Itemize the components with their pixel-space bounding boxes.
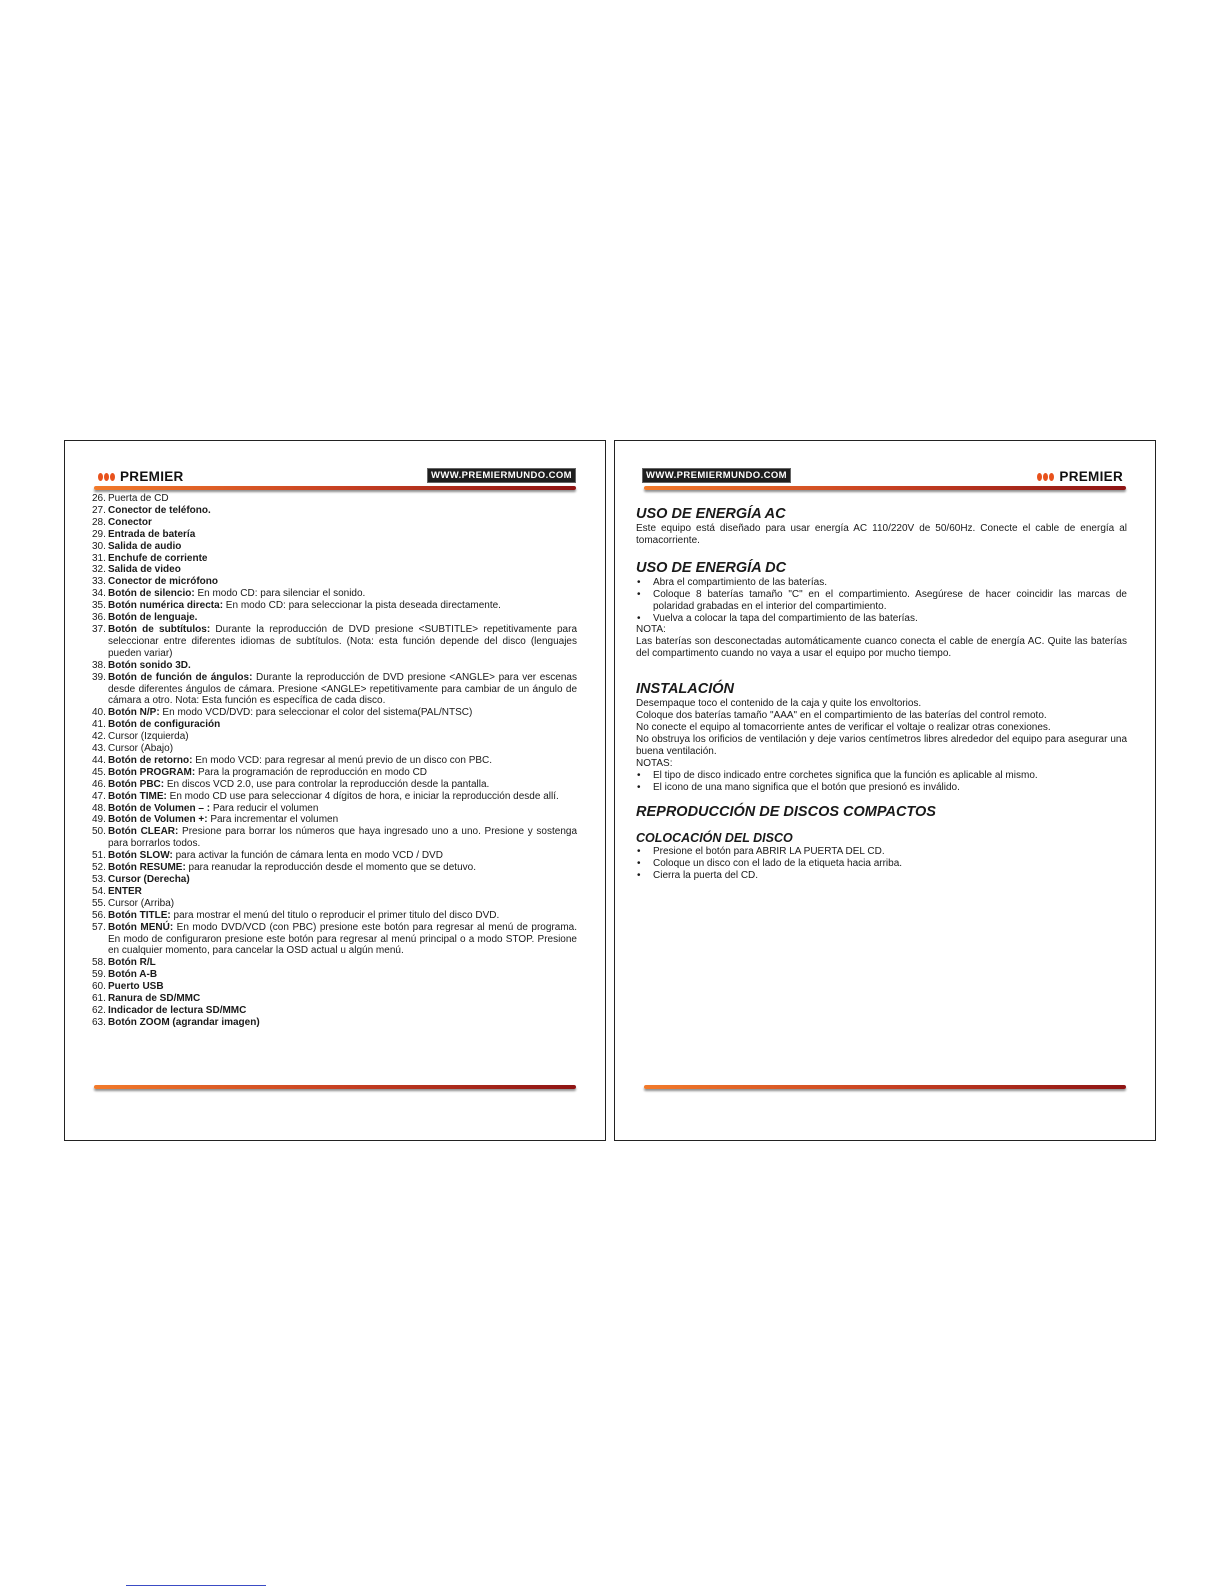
- item-label: Botón de silencio:: [108, 588, 195, 600]
- item-text: [108, 814, 577, 826]
- bullet-item: [636, 858, 1127, 870]
- dc-title: USO DE ENERGÍA DC: [636, 559, 787, 576]
- item-label: Botón TIME:: [108, 790, 167, 802]
- list-item: [92, 1005, 577, 1017]
- item-label: Botón PBC:: [108, 778, 165, 790]
- item-label: Salida de audio: [108, 540, 182, 552]
- item-description: Para reducir el volumen: [210, 802, 319, 814]
- bullet-icon: •: [637, 870, 641, 882]
- item-text: [108, 588, 577, 600]
- item-number: 53.: [92, 874, 106, 885]
- list-item: [92, 588, 577, 600]
- bullet-icon: •: [637, 781, 641, 793]
- dc-bullet-list: [636, 577, 1127, 625]
- installation-line: Desempaque toco el contenido de la caja y quite los envoltorios.: [636, 698, 922, 710]
- item-text: [108, 981, 577, 993]
- right-content: [636, 505, 1127, 882]
- item-description: Cursor (Arriba): [108, 897, 175, 909]
- logo-text: PREMIER: [120, 469, 184, 484]
- item-text: [108, 553, 577, 565]
- bullet-text: Abra el compartimiento de las baterías.: [653, 576, 827, 588]
- list-item: [92, 957, 577, 969]
- underline-link-mark: [126, 1573, 266, 1586]
- item-number: 38.: [92, 659, 106, 671]
- item-label: Botón A-B: [108, 969, 158, 981]
- item-number: 43.: [92, 743, 106, 755]
- item-number: 45.: [92, 766, 106, 778]
- item-label: Enchufe de corriente: [108, 552, 208, 564]
- item-label: Botón de Volumen +:: [108, 814, 208, 826]
- bullet-text: Coloque 8 baterías tamaño "C" en el compartimiento. Asegúrese de hacer coincidir las marcas de polaridad grabadas en el interior del compartimiento.: [653, 588, 1127, 612]
- list-item: [92, 803, 577, 815]
- item-number: 56.: [92, 909, 106, 921]
- list-item: [92, 505, 577, 517]
- item-label: Botón de configuración: [108, 719, 221, 731]
- item-label: Botón CLEAR:: [108, 826, 179, 838]
- item-text: [108, 672, 577, 708]
- list-item: [92, 731, 577, 743]
- item-text: [108, 850, 577, 862]
- disc-bullet-list: [636, 846, 1127, 882]
- list-item: [92, 922, 577, 958]
- item-number: 51.: [92, 850, 106, 862]
- header-rule: [644, 486, 1126, 490]
- item-text: [108, 1005, 577, 1017]
- item-text: [108, 493, 577, 505]
- item-label: Puerto USB: [108, 981, 164, 993]
- disc-placement-title: COLOCACIÓN DEL DISCO: [636, 831, 793, 846]
- item-description: En modo VCD/DVD: para seleccionar el color del sistema(PAL/NTSC): [159, 707, 473, 719]
- item-number: 34.: [92, 588, 106, 600]
- list-item: [92, 612, 577, 624]
- parts-list: [92, 493, 577, 1029]
- list-item: [92, 707, 577, 719]
- item-label: ENTER: [108, 885, 142, 897]
- item-text: [108, 898, 577, 910]
- item-description: Puerta de CD: [108, 493, 169, 504]
- installation-bullet-list: [636, 770, 1127, 794]
- list-item: [92, 672, 577, 708]
- item-description: para mostrar el menú del titulo o reproducir el primer titulo del disco DVD.: [170, 909, 500, 921]
- installation-line: No obstruya los orificios de ventilación y deje varios centímetros libres alrededor del equipo para asegurar una buena ventilación.: [636, 733, 1127, 757]
- item-number: 28.: [92, 516, 106, 528]
- list-item: [92, 826, 577, 850]
- item-description: para reanudar la reproducción desde el momento que se detuvo.: [185, 862, 476, 874]
- item-text: [108, 505, 577, 517]
- list-item: [92, 517, 577, 529]
- item-number: 27.: [92, 504, 106, 516]
- installation-line: No conecte el equipo al tomacorriente antes de verificar el voltaje o realizar otras conexiones.: [636, 721, 1051, 733]
- item-text: [108, 993, 577, 1005]
- item-number: 52.: [92, 862, 106, 874]
- list-item: [92, 743, 577, 755]
- item-description: En modo CD: para seleccionar la pista deseada directamente.: [223, 600, 501, 612]
- item-number: 57.: [92, 921, 106, 933]
- installation-line: Coloque dos baterías tamaño "AAA" en el compartimiento de las baterías del control remoto.: [636, 710, 1047, 722]
- item-number: 42.: [92, 731, 106, 743]
- item-number: 35.: [92, 600, 106, 612]
- item-number: 61.: [92, 993, 106, 1005]
- item-text: [108, 1017, 577, 1029]
- item-number: 32.: [92, 564, 106, 576]
- installation-title: INSTALACIÓN: [636, 681, 735, 698]
- bullet-item: [636, 846, 1127, 858]
- list-item: [92, 850, 577, 862]
- list-item: [92, 814, 577, 826]
- list-item: [92, 576, 577, 588]
- page-header: [94, 467, 576, 487]
- item-label: Botón N/P:: [108, 707, 160, 719]
- bullet-item: [636, 870, 1127, 882]
- bullet-item: [636, 577, 1127, 589]
- list-item: [92, 1017, 577, 1029]
- item-text: [108, 910, 577, 922]
- item-number: 44.: [92, 754, 106, 766]
- ac-title: USO DE ENERGÍA AC: [636, 506, 786, 522]
- website-url: WWW.PREMIERMUNDO.COM: [427, 468, 576, 483]
- item-text: [108, 791, 577, 803]
- item-text: [108, 957, 577, 969]
- item-number: 37.: [92, 623, 106, 635]
- item-number: 47.: [92, 790, 106, 802]
- item-text: [108, 600, 577, 612]
- dc-note: Las baterías son desconectadas automáticamente cuanco conecta el cable de energía AC. Quite las baterías del compartimento cuando no vaya a usar el equipo por mucho tiempo.: [636, 636, 1127, 660]
- list-item: [92, 791, 577, 803]
- item-description: En modo CD: para silenciar el sonido.: [194, 588, 366, 600]
- item-text: [108, 862, 577, 874]
- list-item: [92, 553, 577, 565]
- list-item: [92, 493, 577, 505]
- logo-text: PREMIER: [1059, 469, 1123, 484]
- item-description: para activar la función de cámara lenta en modo VCD / DVD: [172, 850, 443, 862]
- list-item: [92, 529, 577, 541]
- item-text: [108, 517, 577, 529]
- item-description: Para incrementar el volumen: [207, 814, 339, 826]
- item-label: Entrada de batería: [108, 528, 196, 540]
- item-text: [108, 624, 577, 660]
- dc-note-label: NOTA:: [636, 624, 666, 636]
- bullet-text: Cierra la puerta del CD.: [653, 870, 759, 882]
- item-label: Conector: [108, 516, 152, 528]
- item-number: 39.: [92, 671, 106, 683]
- bullet-icon: •: [637, 769, 641, 781]
- list-item: [92, 624, 577, 660]
- item-description: Para la programación de reproducción en modo CD: [195, 766, 428, 778]
- item-text: [108, 755, 577, 767]
- item-description: Presione para borrar los números que haya ingresado uno a uno. Presione y sostenga para borrarlos todos.: [108, 826, 578, 850]
- website-url: WWW.PREMIERMUNDO.COM: [642, 468, 791, 483]
- item-number: 55.: [92, 897, 106, 909]
- item-label: Cursor (Derecha): [108, 874, 190, 885]
- item-description: En modo VCD: para regresar al menú previo de un disco con PBC.: [192, 754, 493, 766]
- item-description: En modo DVD/VCD (con PBC) presione este botón para regresar al menú de programa. En modo de configuraron presione este botón para regresar al menú principal o a modo STOP. Presione en cualquier momento, para cancelar la OSD actual u algún menú.: [108, 921, 577, 957]
- item-label: Botón numérica directa:: [108, 600, 224, 612]
- item-number: 46.: [92, 778, 106, 790]
- item-number: 49.: [92, 814, 106, 826]
- list-item: [92, 719, 577, 731]
- item-label: Botón MENÚ:: [108, 921, 174, 933]
- item-text: [108, 541, 577, 553]
- item-label: Botón RESUME:: [108, 862, 186, 874]
- bullet-text: Vuelva a colocar la tapa del compartimiento de las baterías.: [653, 612, 918, 624]
- logo-dots-icon: [98, 473, 115, 481]
- bullet-item: [636, 770, 1127, 782]
- item-number: 60.: [92, 981, 106, 993]
- item-text: [108, 874, 577, 886]
- item-label: Botón R/L: [108, 957, 156, 969]
- item-text: [108, 719, 577, 731]
- bullet-item: [636, 782, 1127, 794]
- bullet-item: [636, 613, 1127, 625]
- item-description: En discos VCD 2.0, use para controlar la reproducción desde la pantalla.: [164, 778, 490, 790]
- list-item: [92, 874, 577, 886]
- item-text: [108, 731, 577, 743]
- manual-page-right: [614, 440, 1156, 1141]
- list-item: [92, 898, 577, 910]
- item-number: 30.: [92, 540, 106, 552]
- item-label: Indicador de lectura SD/MMC: [108, 1004, 247, 1016]
- item-label: Conector de teléfono.: [108, 504, 211, 516]
- item-label: Botón PROGRAM:: [108, 766, 196, 778]
- item-text: [108, 767, 577, 779]
- bullet-text: El tipo de disco indicado entre corchetes significa que la función es aplicable al mismo.: [653, 769, 1038, 781]
- item-label: Botón TITLE:: [108, 909, 171, 921]
- bullet-icon: •: [637, 576, 641, 588]
- item-label: Botón SLOW:: [108, 850, 173, 862]
- item-number: 62.: [92, 1004, 106, 1016]
- bullet-icon: •: [637, 588, 641, 600]
- item-description: En modo CD use para seleccionar 4 dígitos de hora, e iniciar la reproducción desde allí.: [166, 790, 559, 802]
- ac-text: Este equipo está diseñado para usar energía AC 110/220V de 50/60Hz. Conecte el cable de energía al tomacorriente.: [636, 523, 1127, 546]
- item-text: [108, 826, 577, 850]
- bullet-item: [636, 589, 1127, 613]
- item-text: [108, 529, 577, 541]
- item-text: [108, 779, 577, 791]
- item-text: [108, 564, 577, 576]
- bullet-text: El icono de una mano significa que el botón que presionó es inválido.: [653, 781, 960, 793]
- item-label: Botón sonido 3D.: [108, 659, 191, 671]
- item-number: 54.: [92, 885, 106, 897]
- header-rule: [94, 486, 576, 490]
- bullet-icon: •: [637, 612, 641, 624]
- bullet-text: Coloque un disco con el lado de la etiqueta hacia arriba.: [653, 858, 903, 870]
- item-description: Durante la reproducción de DVD presione <ANGLE> para ver escenas desde diferentes ángulos de cámara. Presione <ANGLE> repetitivamente para cambiar de un ángulo de cámara a otro. Nota: Esta función es específica de cada disco.: [108, 671, 577, 707]
- list-item: [92, 767, 577, 779]
- premier-logo: [98, 469, 184, 484]
- item-text: [108, 660, 577, 672]
- premier-logo: [1037, 469, 1123, 484]
- item-number: 33.: [92, 576, 106, 588]
- footer-rule: [644, 1085, 1126, 1089]
- playback-title: REPRODUCCIÓN DE DISCOS COMPACTOS: [636, 804, 936, 821]
- item-number: 48.: [92, 802, 106, 814]
- item-label: Botón de subtítulos:: [108, 623, 211, 635]
- bullet-icon: •: [637, 858, 641, 870]
- list-item: [92, 755, 577, 767]
- item-label: Botón de función de ángulos:: [108, 671, 253, 683]
- item-number: 29.: [92, 528, 106, 540]
- manual-page-left: [64, 440, 606, 1141]
- item-text: [108, 743, 577, 755]
- list-item: [92, 993, 577, 1005]
- item-description: Cursor (Izquierda): [108, 731, 189, 743]
- item-number: 31.: [92, 552, 106, 564]
- item-text: [108, 707, 577, 719]
- item-number: 41.: [92, 719, 106, 731]
- installation-text: [636, 698, 1127, 758]
- logo-dots-icon: [1037, 473, 1054, 481]
- list-item: [92, 600, 577, 612]
- list-item: [92, 886, 577, 898]
- item-number: 36.: [92, 612, 106, 624]
- item-number: 63.: [92, 1016, 106, 1028]
- list-item: [92, 660, 577, 672]
- item-text: [108, 922, 577, 958]
- item-text: [108, 612, 577, 624]
- list-item: [92, 969, 577, 981]
- item-number: 58.: [92, 957, 106, 969]
- item-label: Botón de retorno:: [108, 754, 193, 766]
- item-number: 50.: [92, 826, 106, 838]
- item-label: Botón de Volumen – :: [108, 802, 211, 814]
- item-label: Botón ZOOM (agrandar imagen): [108, 1016, 260, 1028]
- item-number: 26.: [92, 493, 106, 504]
- item-label: Salida de video: [108, 564, 181, 576]
- item-text: [108, 803, 577, 815]
- item-text: [108, 576, 577, 588]
- list-item: [92, 862, 577, 874]
- list-item: [92, 564, 577, 576]
- footer-rule: [94, 1085, 576, 1089]
- item-label: Conector de micrófono: [108, 576, 219, 588]
- installation-notes-label: NOTAS:: [636, 757, 673, 769]
- item-text: [108, 886, 577, 898]
- item-description: Cursor (Abajo): [108, 743, 174, 755]
- bullet-text: Presione el botón para ABRIR LA PUERTA DEL CD.: [653, 846, 885, 858]
- list-item: [92, 541, 577, 553]
- item-label: Botón de lenguaje.: [108, 612, 198, 624]
- item-number: 59.: [92, 969, 106, 981]
- item-text: [108, 969, 577, 981]
- list-item: [92, 779, 577, 791]
- list-item: [92, 981, 577, 993]
- list-item: [92, 910, 577, 922]
- bullet-icon: •: [637, 846, 641, 858]
- item-label: Ranura de SD/MMC: [108, 993, 201, 1005]
- page-header: [644, 467, 1126, 487]
- item-number: 40.: [92, 707, 106, 719]
- item-description: Durante la reproducción de DVD presione <SUBTITLE> repetitivamente para seleccionar entre diferentes idiomas de subtítulos. (Nota: esta función depende del disco (lenguajes pueden variar): [108, 623, 577, 659]
